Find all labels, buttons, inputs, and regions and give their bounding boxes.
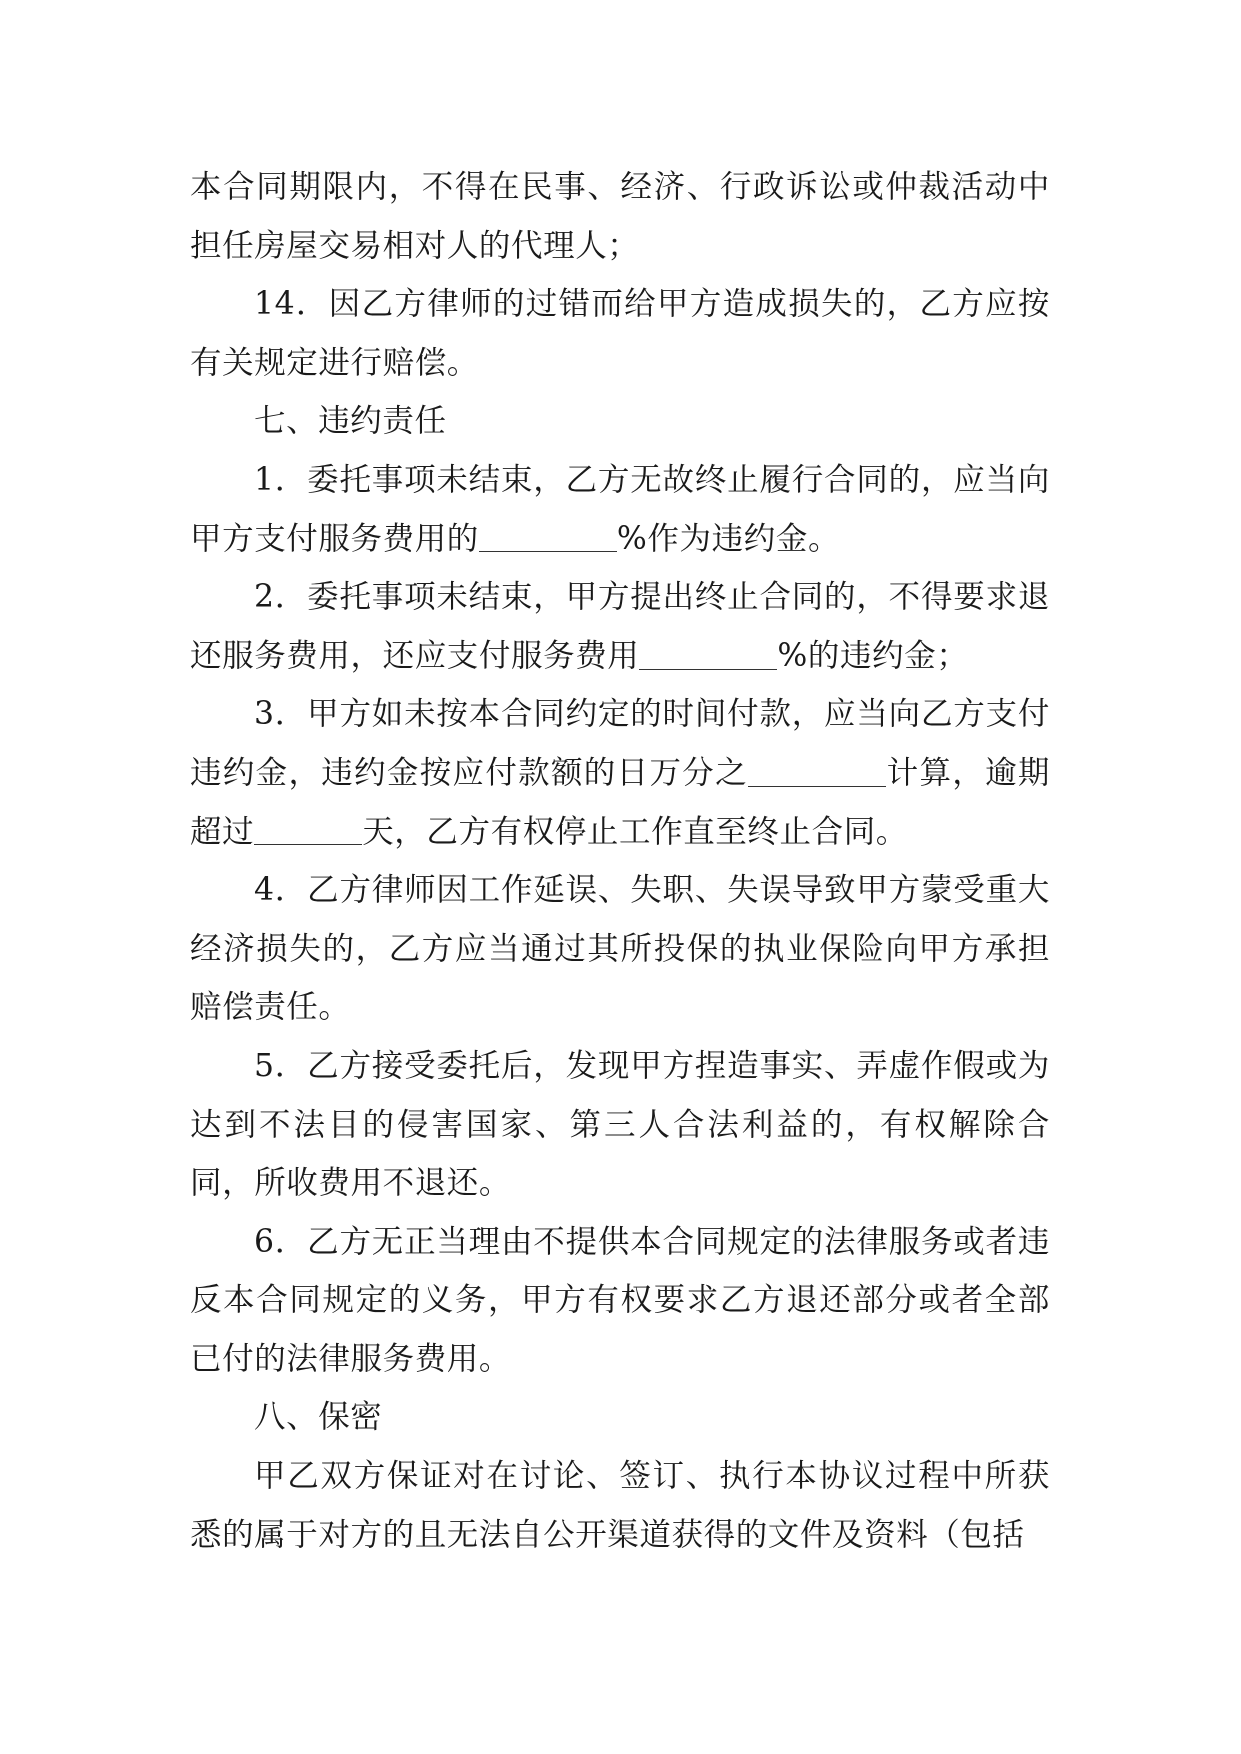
paragraph-s7-item-4: 4．乙方律师因工作延误、失职、失误导致甲方蒙受重大经济损失的，乙方应当通过其所投保的执业保险向甲方承担赔偿责任。: [190, 872, 1050, 1026]
paragraph-item-14: 14．因乙方律师的过错而给甲方造成损失的，乙方应按有关规定进行赔偿。: [190, 286, 1050, 381]
paragraph-s7-item-5: 5．乙方接受委托后，发现甲方捏造事实、弄虚作假或为达到不法目的侵害国家、第三人合法利益的，有权解除合同，所收费用不退还。: [190, 1047, 1050, 1202]
paragraph-s8: 甲乙双方保证对在讨论、签订、执行本协议过程中所获悉的属于对方的且无法自公开渠道获得的文件及资料（包括: [190, 1458, 1050, 1553]
s7-item-1-text-a: 1．委托事项未结束，乙方无故终止履行合同的，应当向甲方支付服务费用的: [190, 461, 1050, 557]
s7-item-3-text-a: 3．甲方如未按本合同约定的时间付款，应当向乙方支付违约金，违约金按应付款额的日万分之: [190, 696, 1050, 791]
fill-in-blank-penalty-percent-1[interactable]: [479, 520, 617, 553]
paragraph-s7-item-1: [190, 451, 1050, 568]
document-body: [190, 158, 1050, 1564]
s7-item-2-text-b: %的违约金；: [777, 637, 969, 674]
paragraph-s7-item-6: 6．乙方无正当理由不提供本合同规定的法律服务或者违反本合同规定的义务，甲方有权要求乙方退还部分或者全部已付的法律服务费用。: [190, 1223, 1050, 1377]
fill-in-blank-penalty-percent-2[interactable]: [639, 637, 777, 670]
paragraph-s7-item-2: [190, 568, 1050, 685]
s7-item-2-text-a: 2．委托事项未结束，甲方提出终止合同的，不得要求退还服务费用，还应支付服务费用: [190, 579, 1050, 674]
s7-item-3-text-b: 计算，逾期超过: [190, 754, 1050, 850]
fill-in-blank-daily-rate[interactable]: [748, 754, 886, 787]
s7-item-3-text-c: 天，乙方有权停止工作直至终止合同。: [362, 813, 908, 850]
paragraph-s7-item-3: [190, 685, 1050, 861]
s7-item-1-text-b: %作为违约金。: [616, 520, 841, 557]
section-7-heading: 七、违约责任: [254, 403, 447, 440]
section-8-heading: 八、保密: [254, 1399, 383, 1436]
paragraph-continuation: 本合同期限内，不得在民事、经济、行政诉讼或仲裁活动中担任房屋交易相对人的代理人；: [190, 169, 1050, 264]
fill-in-blank-overdue-days[interactable]: [254, 813, 362, 846]
